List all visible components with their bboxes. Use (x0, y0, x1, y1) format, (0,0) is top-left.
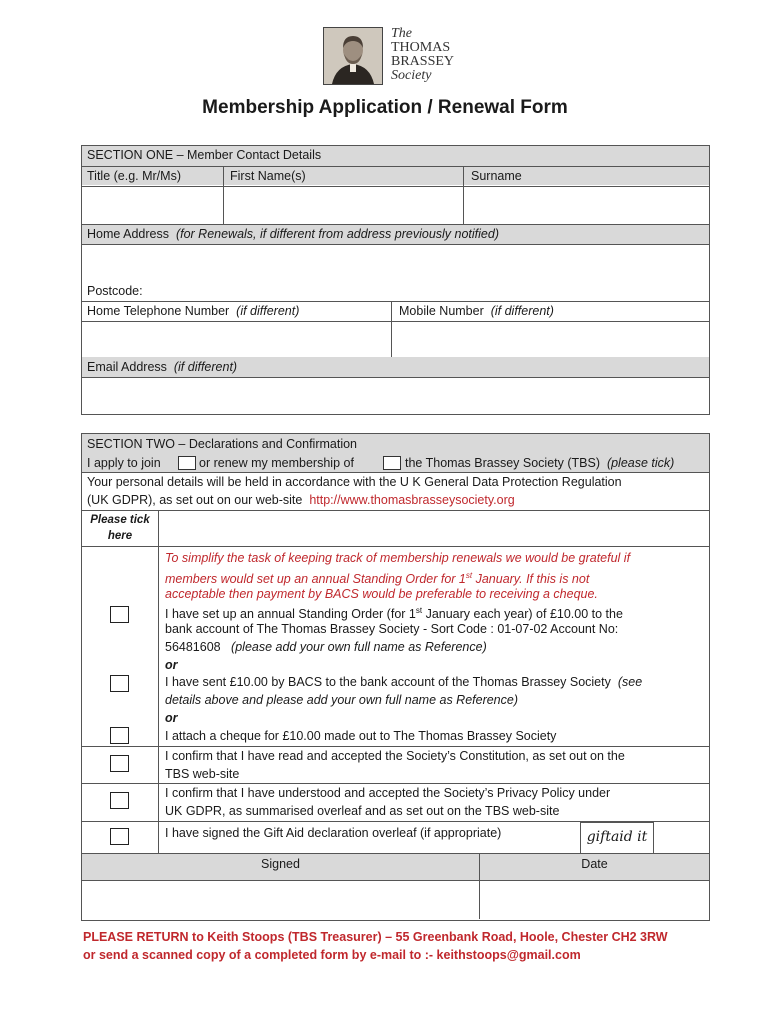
mobile-number-label: Mobile Number (if different) (399, 304, 554, 318)
standing-order-line-2: bank account of The Thomas Brassey Society - Sort Code : 01-07-02 Account No: (165, 622, 619, 636)
signed-label: Signed (261, 857, 300, 871)
logo-line-1: The (391, 26, 412, 41)
gdpr-line-2: (UK GDPR), as set out on our web-site http://www.thomasbrasseysociety.org (87, 493, 515, 507)
privacy-line-2: UK GDPR, as summarised overleaf and as set out on the TBS web-site (165, 804, 560, 818)
bacs-line-2: details above and please add your own full name as Reference) (165, 693, 518, 707)
surname-input[interactable] (465, 187, 708, 223)
email-return-instruction: or send a scanned copy of a completed form by e-mail to :- keithstoops@gmail.com (83, 948, 581, 962)
section-two-header: SECTION TWO – Declarations and Confirmation (87, 437, 358, 451)
apply-line: I apply to join (87, 456, 161, 470)
constitution-checkbox[interactable] (110, 755, 129, 772)
standing-order-request-3: acceptable then payment by BACS would be preferable to receiving a cheque. (165, 587, 598, 601)
apply-line-c: the Thomas Brassey Society (TBS) (please tick) (405, 456, 675, 470)
society-logo-portrait (323, 27, 383, 85)
return-address: PLEASE RETURN to Keith Stoops (TBS Treasurer) – 55 Greenbank Road, Hoole, Chester CH2 3RW (83, 930, 668, 944)
or-label-2: or (165, 711, 178, 725)
form-title: Membership Application / Renewal Form (202, 97, 568, 118)
society-logo-text (391, 27, 454, 83)
mobile-number-input[interactable] (393, 323, 708, 356)
bacs-line-1: I have sent £10.00 by BACS to the bank account of the Thomas Brassey Society (see (165, 675, 643, 689)
cheque-checkbox[interactable] (110, 727, 129, 744)
logo-line-3: BRASSEY (391, 54, 455, 69)
standing-order-line-1: I have set up an annual Standing Order (for 1st January each year) of £10.00 to the (165, 606, 623, 622)
standing-order-request-2: members would set up an annual Standing Order for 1st January. If this is not (165, 571, 590, 587)
gift-aid-checkbox[interactable] (110, 828, 129, 845)
privacy-line-1: I confirm that I have understood and accepted the Society’s Privacy Policy under (165, 786, 611, 800)
home-telephone-input[interactable] (83, 323, 390, 356)
website-link[interactable]: http://www.thomasbrasseysociety.org (309, 493, 515, 507)
standing-order-request-1: To simplify the task of keeping track of membership renewals we would be grateful if (165, 551, 631, 565)
please-tick-label: Please tick here (90, 514, 150, 542)
privacy-checkbox[interactable] (110, 792, 129, 809)
renew-checkbox[interactable] (383, 456, 401, 470)
first-name-label: First Name(s) (230, 169, 306, 183)
join-checkbox[interactable] (178, 456, 196, 470)
constitution-line-1: I confirm that I have read and accepted the Society’s Constitution, as set out on the (165, 749, 625, 763)
home-address-label: Home Address (for Renewals, if different from address previously notified) (87, 227, 499, 241)
home-telephone-label: Home Telephone Number (if different) (87, 304, 300, 318)
title-input[interactable] (83, 187, 222, 223)
bacs-checkbox[interactable] (110, 675, 129, 692)
cheque-line: I attach a cheque for £10.00 made out to The Thomas Brassey Society (165, 729, 557, 743)
or-label-1: or (165, 658, 178, 672)
postcode-label: Postcode: (87, 284, 143, 298)
email-address-label: Email Address (if different) (87, 360, 238, 374)
date-field[interactable] (481, 882, 708, 918)
signature-field[interactable] (83, 882, 478, 918)
section-one-header: SECTION ONE – Member Contact Details (87, 148, 322, 162)
title-label: Title (e.g. Mr/Ms) (87, 169, 181, 183)
home-address-input[interactable] (83, 246, 708, 300)
gdpr-line-1: Your personal details will be held in accordance with the U K General Data Protection Regulation (87, 475, 622, 489)
logo-line-2: THOMAS (391, 40, 451, 55)
date-label: Date (581, 857, 608, 871)
first-name-input[interactable] (225, 187, 462, 223)
standing-order-line-3: 56481608 (please add your own full name as Reference) (165, 640, 487, 654)
logo-line-4: Society (391, 68, 432, 83)
constitution-line-2: TBS web-site (165, 767, 240, 781)
giftaid-logo: giftaid it (580, 822, 654, 854)
email-address-input[interactable] (83, 379, 708, 412)
gift-aid-line: I have signed the Gift Aid declaration overleaf (if appropriate) (165, 826, 502, 840)
apply-line-b: or renew my membership of (199, 456, 354, 470)
surname-label: Surname (471, 169, 522, 183)
standing-order-checkbox[interactable] (110, 606, 129, 623)
portrait-icon (324, 28, 382, 84)
